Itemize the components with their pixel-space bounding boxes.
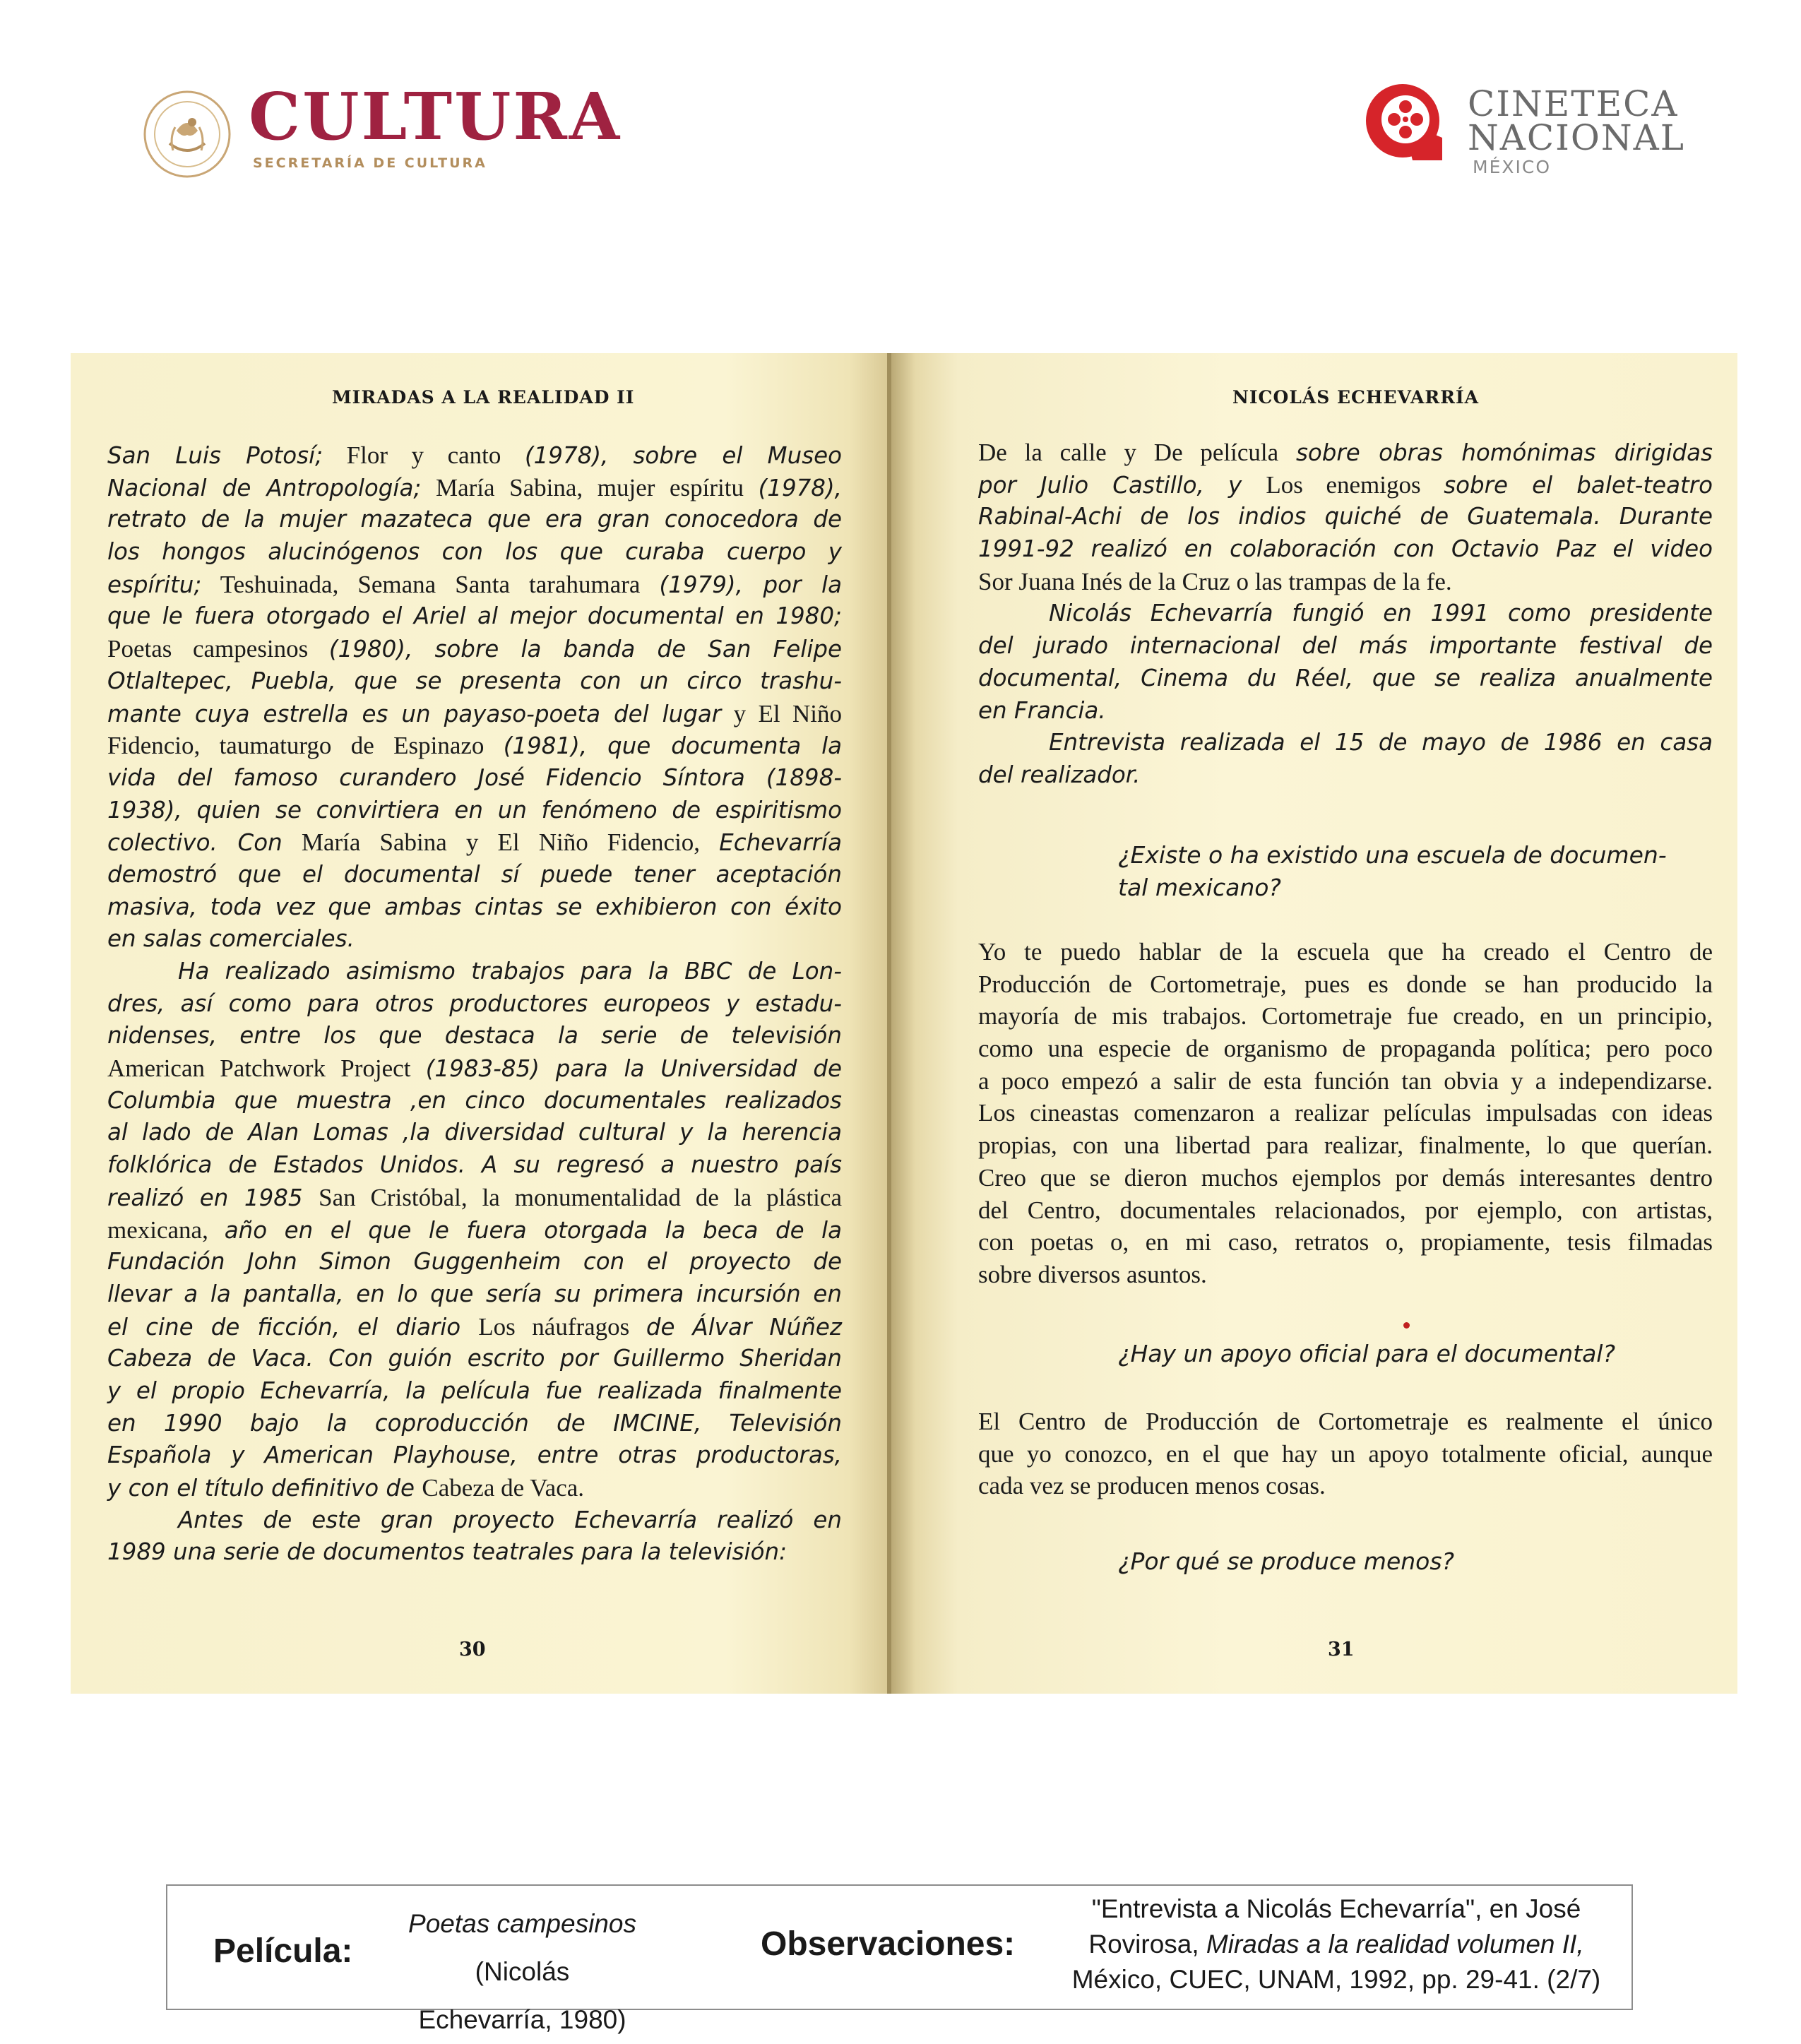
text-line: [978, 630, 1713, 662]
text-segment: María Sabina y El Niño Fidencio,: [282, 828, 720, 857]
text-line: [978, 469, 1713, 501]
text-segment: con poetas o, en mi caso, retratos o, propiamente, tesis filmadas: [978, 1228, 1713, 1256]
text-line: [978, 1097, 1713, 1129]
obs-line-2a: Rovirosa,: [1088, 1930, 1206, 1959]
text-line: [978, 1129, 1713, 1162]
text-line: [107, 472, 842, 504]
running-head-right: NICOLÁS ECHEVARRÍA: [1232, 387, 1480, 408]
text-segment: del jurado internacional del más importante festival de: [978, 632, 1713, 660]
text-line: [107, 762, 842, 795]
text-line: [107, 600, 842, 633]
text-segment: Flor y canto: [323, 441, 525, 469]
text-segment: Otlaltepec, Puebla, que se presenta con un circo trashu-: [107, 667, 842, 694]
text-segment: Yo te puedo hablar de la escuela que ha creado el Centro de: [978, 938, 1713, 965]
text-segment: en 1990 bajo la coproducción de IMCINE, Televisión: [107, 1409, 842, 1437]
text-segment: 1991-92 realizó en colaboración con Octavio Paz el video: [978, 535, 1713, 563]
text-segment: por Julio Castillo, y: [978, 471, 1266, 499]
text-line: [107, 1052, 842, 1085]
right-page-intro-text: [978, 436, 1713, 792]
text-segment: Nicolás Echevarría fungió en 1991 como presidente: [1049, 600, 1713, 627]
text-line: [107, 923, 842, 956]
text-segment: demostró que el documental sí puede tener aceptación: [107, 860, 842, 888]
text-line: [978, 968, 1713, 1001]
text-line: [978, 501, 1713, 533]
text-segment: Nacional de Antropología;: [107, 474, 422, 501]
running-head-left: MIRADAS A LA REALIDAD II: [332, 387, 635, 408]
observations-label: Observaciones:: [761, 1925, 1016, 1963]
text-segment: el cine de ficción, el diario: [107, 1313, 479, 1341]
text-segment: mayoría de mis trabajos. Cortometraje fue creado, en un principio,: [978, 1002, 1713, 1030]
text-segment: mante cuya estrella es un payaso-poeta del lugar: [107, 700, 722, 727]
text-segment: Entrevista realizada el 15 de mayo de 1986 en casa: [1049, 729, 1713, 756]
text-line: [978, 727, 1713, 759]
text-line: [978, 1259, 1713, 1291]
text-segment: Creo que se dieron muchos ejemplos por demás interesantes dentro: [978, 1163, 1713, 1192]
text-line: [107, 1246, 842, 1278]
text-segment: y el propio Echevarría, la película fue realizada finalmente: [107, 1377, 842, 1404]
text-segment: Cabeza de Vaca.: [422, 1474, 585, 1502]
text-segment: Fundación John Simon Guggenheim con el proyecto de: [107, 1248, 842, 1276]
text-line: [107, 633, 842, 665]
text-line: [978, 598, 1713, 630]
text-line: [107, 795, 842, 827]
text-line: [107, 1472, 842, 1504]
text-line: [107, 859, 842, 891]
text-segment: del Centro, documentales relacionados, por ejemplo, con artistas,: [978, 1196, 1713, 1224]
film-info-box: [166, 1884, 1633, 2034]
text-line: [978, 1065, 1713, 1098]
question-3: ¿Por qué se produce menos?: [1118, 1547, 1455, 1575]
text-segment: Echevarría: [719, 829, 842, 857]
text-segment: (1979), por la: [659, 571, 843, 598]
text-line: [978, 566, 1713, 598]
text-segment: masiva, toda vez que ambas cintas se exhibieron con éxito: [107, 893, 842, 920]
cultura-logo: [141, 78, 622, 187]
text-segment: San Cristóbal, la monumentalidad de la plástica: [319, 1183, 842, 1211]
text-line: [107, 1343, 842, 1375]
text-line: [107, 665, 842, 698]
ink-speck: [1403, 1322, 1410, 1329]
text-segment: (1983-85) para la Universidad de: [425, 1055, 843, 1083]
text-line: [107, 504, 842, 536]
text-segment: Teshuinada, Semana Santa tarahumara: [201, 570, 660, 598]
text-segment: y El Niño: [721, 699, 842, 727]
film-value: [362, 1900, 683, 2044]
text-line: [107, 1536, 842, 1569]
text-segment: Ha realizado asimismo trabajos para la BBC de Lon-: [178, 958, 842, 985]
text-line: [107, 1149, 842, 1182]
film-reel-icon: [1363, 81, 1442, 160]
text-segment: Rabinal-Achi de los indios quiché de Guatemala. Durante: [978, 503, 1713, 530]
text-segment: mexicana,: [107, 1216, 225, 1244]
text-line: [107, 988, 842, 1021]
text-line: [107, 1020, 842, 1052]
text-segment: American Patchwork Project: [107, 1054, 426, 1083]
obs-line-2b: Miradas a la realidad volumen II,: [1206, 1930, 1584, 1959]
text-segment: 1989 una serie de documentos teatrales para la televisión:: [107, 1538, 787, 1566]
text-segment: dres, así como para otros productores europeos y estadu-: [107, 990, 842, 1017]
text-segment: como una especie de organismo de propaganda política; pero poco: [978, 1035, 1713, 1063]
text-segment: documental, Cinema du Réel, que se realiza anualmente: [978, 664, 1713, 691]
book-scan: [71, 353, 1737, 1694]
text-segment: El Centro de Producción de Cortometraje es realmente el único: [978, 1408, 1713, 1435]
text-line: [107, 536, 842, 569]
text-segment: María Sabina, mujer espíritu: [421, 473, 759, 501]
observations-value: [1047, 1891, 1626, 1997]
film-credit-b: Echevarría, 1980): [418, 2005, 626, 2034]
text-segment: que yo conozco, en el que hay un apoyo totalmente oficial, aunque: [978, 1439, 1713, 1468]
page-number-left: 30: [459, 1639, 486, 1660]
text-line: [978, 936, 1713, 968]
question-1-line-1: ¿Existe o ha existido una escuela de documen-: [1118, 841, 1667, 869]
text-segment: (1978),: [758, 474, 842, 501]
text-line: [978, 1438, 1713, 1470]
text-segment: de Álvar Núñez: [646, 1313, 842, 1341]
page-number-right: 31: [1328, 1639, 1355, 1660]
text-line: [978, 1000, 1713, 1033]
film-label: Película:: [213, 1932, 353, 1970]
text-segment: sobre el balet-teatro: [1444, 471, 1713, 499]
text-line: [978, 1162, 1713, 1194]
text-segment: (1978), sobre el Museo: [524, 442, 843, 469]
text-segment: que le fuera otorgado el Ariel al mejor documental en 1980;: [107, 602, 842, 630]
text-line: [107, 1085, 842, 1117]
text-segment: espíritu;: [107, 571, 202, 598]
text-segment: Antes de este gran proyecto Echevarría realizó en: [178, 1506, 842, 1533]
text-segment: Fidencio, taumaturgo de Espinazo: [107, 732, 504, 760]
text-line: [978, 1406, 1713, 1438]
text-segment: los hongos alucinógenos con los que curaba cuerpo y: [107, 538, 842, 566]
text-line: [107, 569, 842, 601]
text-line: [107, 1182, 842, 1214]
cultura-subtitle: SECRETARÍA DE CULTURA: [253, 155, 487, 171]
text-segment: sobre diversos asuntos.: [978, 1260, 1207, 1288]
cineteca-logo: [1363, 81, 1685, 180]
text-line: [107, 1375, 842, 1408]
text-line: [978, 1033, 1713, 1065]
text-line: [978, 662, 1713, 695]
text-line: [107, 1408, 842, 1440]
text-segment: Cabeza de Vaca. Con guión escrito por Guillermo Sheridan: [107, 1345, 842, 1372]
text-segment: Los cineastas comenzaron a realizar películas impulsadas con ideas: [978, 1099, 1713, 1127]
obs-line-1: "Entrevista a Nicolás Echevarría", en José: [1091, 1894, 1581, 1923]
text-line: [978, 759, 1713, 792]
text-segment: sobre obras homónimas dirigidas: [1295, 439, 1713, 466]
text-segment: retrato de la mujer mazateca que era gran conocedora de: [107, 506, 842, 533]
text-segment: San Luis Potosí;: [107, 442, 323, 469]
cultura-wordmark: CULTURA: [249, 78, 622, 155]
text-segment: propias, con una libertad para realizar, finalmente, lo que querían.: [978, 1131, 1713, 1160]
text-line: [978, 533, 1713, 566]
text-segment: a poco empezó a salir de esta función tan obvia y a independizarse.: [978, 1066, 1713, 1095]
text-segment: realizó en 1985: [107, 1184, 319, 1211]
mexico-word: MÉXICO: [1473, 157, 1551, 177]
text-segment: Columbia que muestra ,en cinco documentales realizados: [107, 1086, 842, 1114]
book-gutter: [887, 353, 891, 1694]
text-line: [107, 1214, 842, 1247]
film-credit-a: (Nicolás: [475, 1957, 570, 1986]
text-line: [107, 1117, 842, 1149]
text-line: [107, 891, 842, 924]
text-segment: en salas comerciales.: [107, 925, 355, 953]
text-line: [107, 1311, 842, 1343]
text-segment: cada vez se producen menos cosas.: [978, 1472, 1326, 1500]
text-segment: De la calle y De película: [978, 439, 1296, 466]
text-segment: (1980), sobre la banda de San Felipe: [328, 636, 842, 663]
text-segment: Española y American Playhouse, entre otras productoras,: [107, 1442, 842, 1469]
text-segment: Poetas campesinos: [107, 635, 329, 663]
text-segment: Los enemigos: [1266, 470, 1444, 499]
text-segment: folklórica de Estados Unidos. A su regresó a nuestro país: [107, 1151, 842, 1179]
text-segment: 1938), quien se convirtiera en un fenómeno de espiritismo: [107, 796, 842, 824]
text-line: [107, 698, 842, 730]
question-1-line-2: tal mexicano?: [1118, 874, 1281, 901]
text-segment: y con el título definitivo de: [107, 1475, 422, 1502]
text-segment: al lado de Alan Lomas ,la diversidad cultural y la herencia: [107, 1119, 842, 1146]
text-line: [107, 826, 842, 859]
nacional-word: NACIONAL: [1468, 117, 1685, 158]
text-line: [107, 1439, 842, 1472]
film-title: Poetas campesinos: [408, 1909, 636, 1938]
mexico-coat-of-arms-icon: [141, 88, 233, 180]
text-line: [978, 1194, 1713, 1227]
text-line: [107, 439, 842, 472]
cineteca-word: CINETECA: [1468, 83, 1679, 124]
question-2: ¿Hay un apoyo oficial para el documental?: [1118, 1340, 1615, 1367]
text-segment: colectivo. Con: [107, 829, 283, 857]
text-segment: vida del famoso curandero José Fidencio Síntora (1898-: [107, 763, 842, 791]
text-segment: (1981), que documenta la: [503, 732, 843, 760]
text-segment: llevar a la pantalla, en lo que sería su primera incursión en: [107, 1280, 842, 1307]
answer-2-text: [978, 1406, 1713, 1502]
text-segment: Los náufragos: [478, 1312, 646, 1341]
text-line: [107, 1278, 842, 1311]
text-line: [978, 1226, 1713, 1259]
obs-line-3: México, CUEC, UNAM, 1992, pp. 29-41. (2/7): [1071, 1965, 1601, 1994]
left-page-text: [107, 439, 842, 1569]
text-line: [107, 956, 842, 988]
text-segment: en Francia.: [978, 696, 1106, 724]
text-line: [107, 730, 842, 762]
answer-1-text: [978, 936, 1713, 1291]
text-segment: Sor Juana Inés de la Cruz o las trampas de la fe.: [978, 567, 1452, 595]
text-segment: Producción de Cortometraje, pues es donde se han producido la: [978, 970, 1713, 998]
text-line: [978, 1470, 1713, 1502]
text-line: [978, 436, 1713, 469]
text-line: [978, 695, 1713, 727]
text-line: [107, 1504, 842, 1537]
text-segment: año en el que le fuera otorgada la beca de la: [224, 1216, 843, 1244]
text-segment: nidenses, entre los que destaca la serie de televisión: [107, 1022, 842, 1050]
text-segment: del realizador.: [978, 761, 1141, 788]
